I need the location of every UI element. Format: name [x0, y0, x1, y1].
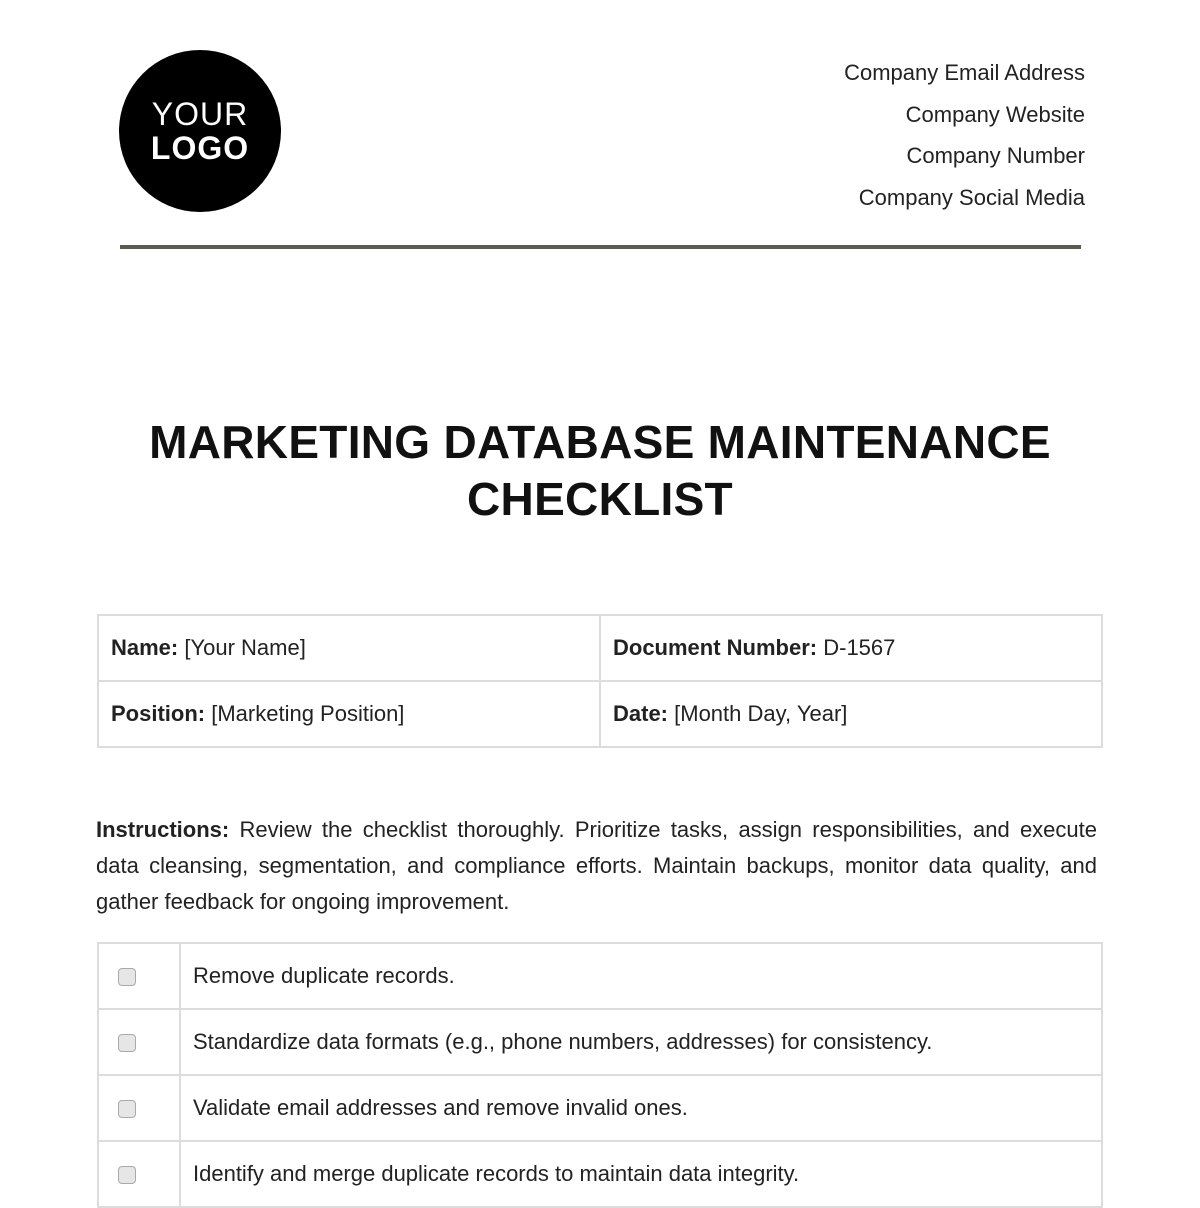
position-label: Position: — [111, 701, 206, 726]
instructions — [96, 812, 1097, 920]
company-social-media: Company Social Media — [858, 185, 1085, 211]
instructions-text: Review the checklist thoroughly. Prioritize tasks, assign responsibilities, and execute data cleansing, segmentation, and compliance efforts. Maintain backups, monitor data quality, and gather feedback for ongoing improvement. — [96, 817, 1097, 914]
checklist-row — [98, 1009, 1102, 1075]
company-logo — [119, 50, 281, 212]
name-cell — [98, 615, 600, 681]
checklist-item-text: Remove duplicate records. — [180, 943, 1102, 1009]
checkbox[interactable] — [118, 1100, 136, 1118]
document-number-cell — [600, 615, 1102, 681]
company-email: Company Email Address — [844, 60, 1085, 85]
date-cell — [600, 681, 1102, 747]
checklist-table — [97, 942, 1103, 1208]
date-label: Date: — [613, 701, 669, 726]
company-website: Company Website — [905, 101, 1085, 127]
checkbox[interactable] — [118, 968, 136, 986]
instructions-label: Instructions: — [96, 817, 230, 842]
logo-text-line2: LOGO — [150, 130, 250, 166]
title-line2: CHECKLIST — [467, 473, 733, 525]
checkbox[interactable] — [118, 1166, 136, 1184]
title-line1: MARKETING DATABASE MAINTENANCE — [149, 416, 1051, 468]
date-value: [Month Day, Year] — [668, 701, 848, 726]
name-label: Name: — [111, 635, 179, 660]
name-value: [Your Name] — [178, 635, 306, 660]
checklist-row — [98, 1075, 1102, 1141]
checkbox[interactable] — [118, 1034, 136, 1052]
header-divider — [120, 245, 1081, 249]
company-contacts — [844, 52, 1085, 219]
position-cell — [98, 681, 600, 747]
checklist-item-text: Standardize data formats (e.g., phone numbers, addresses) for consistency. — [180, 1009, 1102, 1075]
checklist-item-text: Identify and merge duplicate records to maintain data integrity. — [180, 1141, 1102, 1207]
info-table — [97, 614, 1103, 748]
checklist-item-text: Validate email addresses and remove invalid ones. — [180, 1075, 1102, 1141]
checklist-row — [98, 1141, 1102, 1207]
document-number-value: D-1567 — [817, 635, 896, 660]
document-title — [0, 414, 1200, 528]
position-value: [Marketing Position] — [205, 701, 405, 726]
checklist-row — [98, 943, 1102, 1009]
logo-text-line1: YOUR — [151, 96, 249, 132]
company-number: Company Number — [906, 143, 1085, 169]
document-number-label: Document Number: — [613, 635, 818, 660]
